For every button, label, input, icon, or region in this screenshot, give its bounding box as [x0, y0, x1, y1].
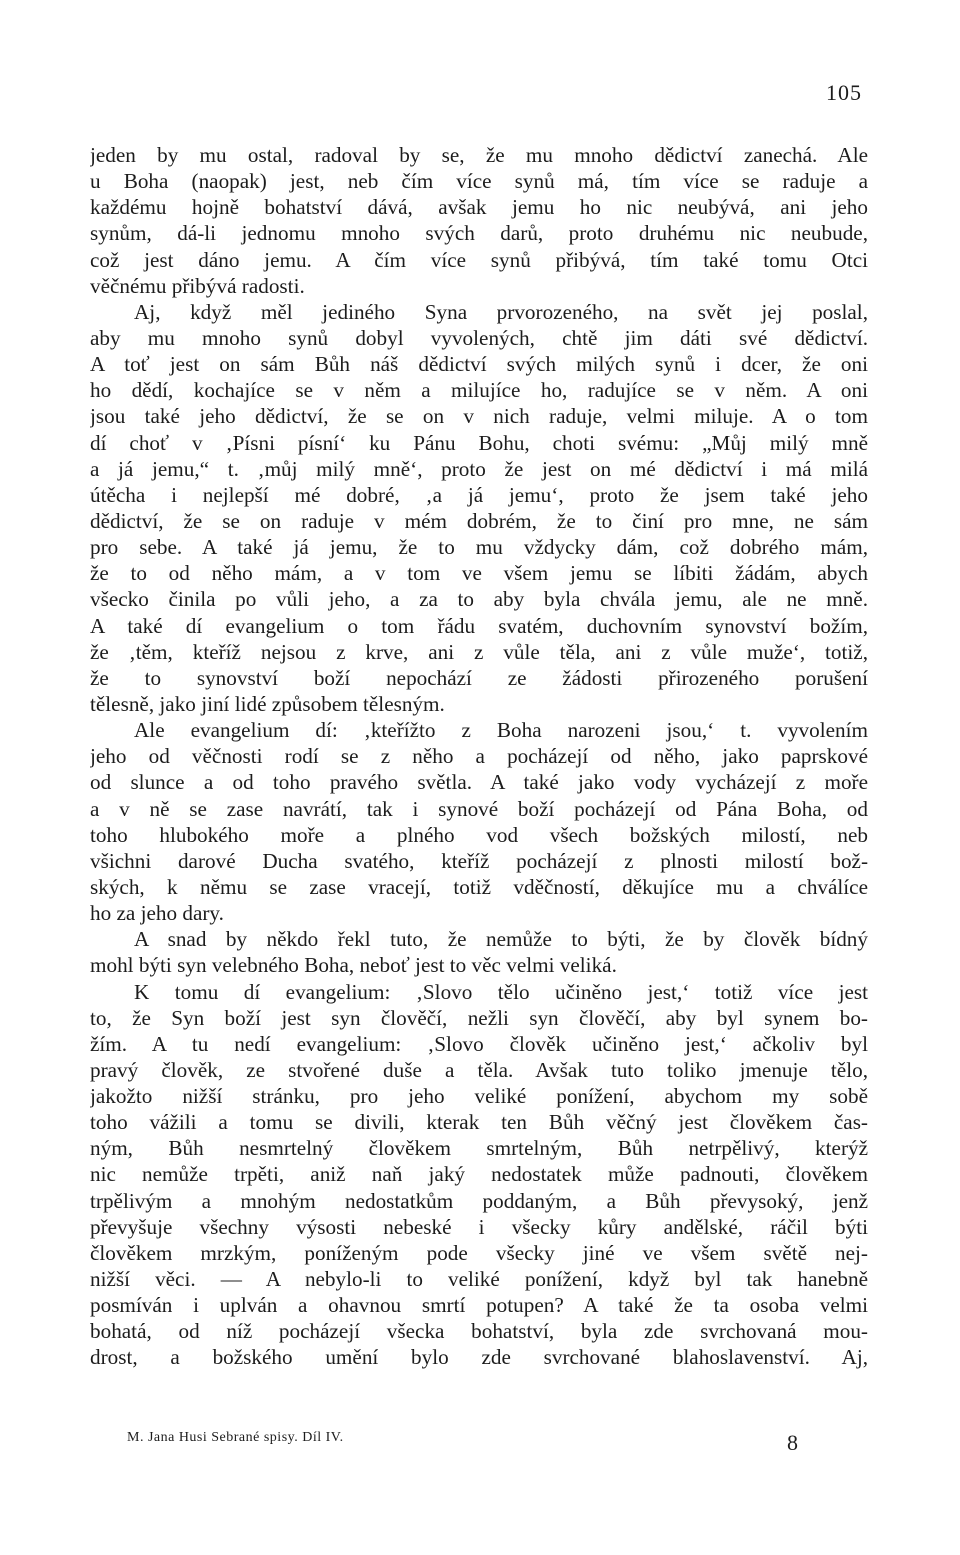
text-line: a v ně se zase navrátí, tak i synové boží pocházejí od Pána Boha, od [90, 796, 868, 821]
text-line: drost, a božského umění bylo zde svrchované blahoslavenství. Aj, [90, 1345, 868, 1370]
text-line: toho hlubokého moře a plného vod všech božských milostí, neb [90, 822, 868, 847]
text-line: jsou také jeho dědictví, že se on v nich raduje, velmi miluje. A o tom [90, 404, 868, 429]
text-line: jakožto nižší stránku, pro jeho veliké ponížení, abychom my sobě [90, 1084, 868, 1109]
footer-title: M. Jana Husi Sebrané spisy. Díl IV. [127, 1430, 344, 1445]
text-line: mohl býti syn velebného Boha, neboť jest to věc velmi veliká. [90, 953, 617, 978]
text-line: nic nemůže trpěti, aniž naň jaký nedostatek může padnouti, člověkem [90, 1162, 868, 1187]
text-line: všichni darové Ducha svatého, kteříž pocházejí z plnosti milostí bož- [90, 848, 868, 873]
text-line: převyšuje všechny výsosti nebeské i všecky kůry andělské, ráčil býti [90, 1214, 868, 1239]
text-line: pro sebe. A také já jemu, že to mu vždycky dám, což dobrého mám, [90, 535, 868, 560]
text-line: pravý člověk, ze stvořené duše a těla. Avšak tuto toliko jmenuje tělo, [90, 1057, 868, 1082]
text-line: bohatá, od níž pocházejí všecka bohatství, byla zde svrchovaná mou- [90, 1319, 868, 1344]
text-line: A snad by někdo řekl tuto, že nemůže to býti, že by člověk bídný [134, 927, 868, 952]
text-line: jeho od věčnosti rodí se z něho a pocházejí od něho, jako paprskové [90, 744, 868, 769]
text-line: tělesně, jako jiní lidé způsobem tělesným. [90, 691, 445, 716]
text-line: že to od něho mám, a v tom ve všem jemu se líbiti žádám, abych [90, 561, 868, 586]
text-line: trpělivým a mnohým nedostatkům poddaným, a Bůh převysoký, jenž [90, 1188, 868, 1213]
text-line: to, že Syn boží jest syn člověčí, nežli syn člověčí, aby byl synem bo- [90, 1005, 868, 1030]
text-line: Aj, když měl jediného Syna prvorozeného, na svět jej poslal, [134, 299, 868, 324]
text-line: u Boha (naopak) jest, neb čím více synů má, tím více se raduje a [90, 169, 868, 194]
text-line: člověkem mrzkým, poníženým pode všecky jiné ve všem světě nej- [90, 1240, 868, 1265]
text-line: posmíván i uplván a ohavnou smrtí potupen? A také že ta osoba velmi [90, 1293, 868, 1318]
text-line: toho vážili a tomu se divili, kterak ten Bůh věčný jest člověkem čas- [90, 1110, 868, 1135]
text-line: ho za jeho dary. [90, 901, 224, 926]
text-line: ho dědí, kochajíce se v něm a milujíce ho, radujíce se v něm. A oni [90, 378, 868, 403]
body-text [90, 142, 868, 1371]
text-line: A také dí evangelium o tom řádu svatém, duchovním synovství božím, [90, 613, 868, 638]
text-line: dědictví, že se on raduje v mém dobrém, že to činí pro mne, ne sám [90, 508, 868, 533]
text-line: dí choť v ‚Písni písní‘ ku Pánu Bohu, choti svému: „Můj milý mně [90, 430, 868, 455]
text-line: nižší věci. — A nebylo-li to veliké ponížení, když byl tak hanebně [90, 1267, 868, 1292]
text-line: synům, dá-li jednomu mnoho svých darů, proto druhému nic neubude, [90, 221, 868, 246]
text-line: od slunce a od toho pravého světla. A také jako vody vycházejí z moře [90, 770, 868, 795]
text-line: aby mu mnoho synů dobyl vyvolených, chtě jim dáti své dědictví. [90, 325, 868, 350]
text-line: že ‚těm, kteříž nejsou z krve, ani z vůle těla, ani z vůle muže‘, totiž, [90, 639, 868, 664]
text-line: všecko činila po vůli jeho, a za to aby byla chvála jemu, ale ne mně. [90, 587, 868, 612]
text-line: a já jemu,“ t. ‚můj milý mně‘, proto že jest on mé dědictví i má milá [90, 456, 868, 481]
text-line: K tomu dí evangelium: ‚Slovo tělo učiněno jest,‘ totiž více jest [134, 979, 868, 1004]
signature-mark: 8 [787, 1430, 798, 1455]
text-line: A toť jest on sám Bůh náš dědictví svých milých synů i dcer, že oni [90, 352, 868, 377]
text-line: ným, Bůh nesmrtelný člověkem smrtelným, Bůh netrpělivý, kterýž [90, 1136, 868, 1161]
text-line: což jest dáno jemu. A čím více synů přibývá, tím také tomu Otci [90, 247, 868, 272]
text-line: jeden by mu ostal, radoval by se, že mu mnoho dědictví zanechá. Ale [90, 143, 868, 167]
text-line: že to synovství boží nepochází ze žádosti přirozeného porušení [90, 665, 868, 690]
text-line: Ale evangelium dí: ‚kteřížto z Boha narozeni jsou,‘ t. vyvolením [134, 718, 868, 743]
page-number: 105 [826, 80, 862, 105]
text-line: útěcha i nejlepší mé dobré, ‚a já jemu‘, proto že jsem také jeho [90, 482, 868, 507]
text-line: věčnému přibývá radosti. [90, 273, 305, 298]
text-line: žím. A tu nedí evangelium: ‚Slovo člověk učiněno jest,‘ ačkoliv byl [90, 1031, 868, 1056]
text-line: ských, k němu se zase vracejí, totiž vděčností, děkujíce mu a chválíce [90, 874, 868, 899]
text-line: každému hojně bohatství dává, avšak jemu ho nic neubývá, ani jeho [90, 195, 868, 220]
